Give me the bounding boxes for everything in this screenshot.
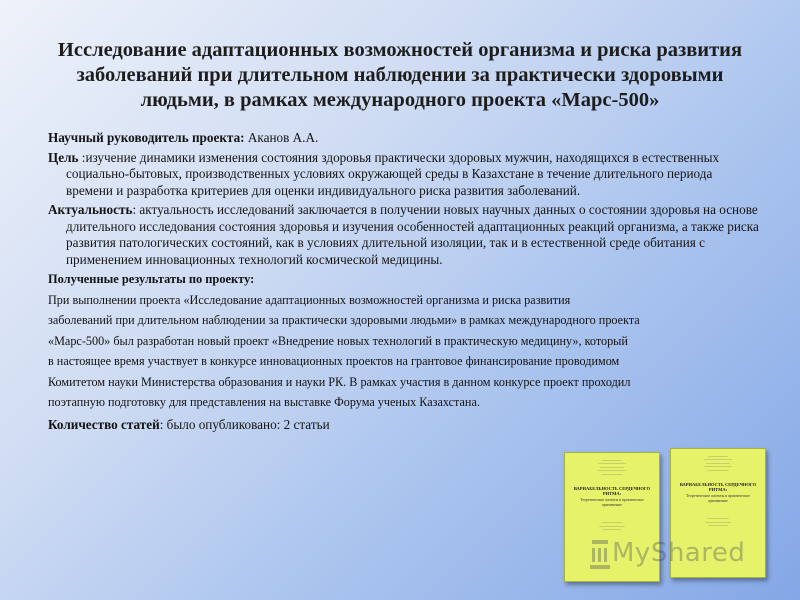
goal-paragraph [48, 150, 760, 200]
articles-text: : было опубликовано: 2 статьи [159, 416, 330, 432]
results-line: в настоящее время участвует в конкурсе инновационных проектов на грантовое финансирование проводимом [48, 354, 620, 368]
goal-text: :изучение динамики изменения состояния здоровья практически здоровых мужчин, находящихся в естественных социально-бытовых, производственных условиях окружающей среды в Казахстане в течение длительного периода времени и разработка критериев для оценки индивидуального риска развития заболеваний. [66, 149, 720, 198]
relevance-text: : актуальность исследований заключается в получении новых научных данных о состоянии здоровья на основе длительного исследования состояния здоровья и изучения особенностей адаптационных реакций организма, а также риска развития патологических состояний, как в условиях длительной изоляции, так и в естественной среде обитания с применением инновационных технологий космической медицины. [66, 202, 759, 267]
slide-title: Исследование адаптационных возможностей организма и риска развития заболеваний при длительном наблюдении за практически здоровыми людьми, в рамках международного проекта «Марс-500» [57, 39, 743, 111]
book-header-text: ───────── ───────────── ─────────── ───────────── ────────── [598, 458, 626, 476]
results-line: «Марс-500» был разработан новый проект «Внедрение новых технологий в практическую медицину», который [48, 333, 628, 348]
goal-label: Цель [48, 149, 79, 165]
slide-body [48, 130, 760, 436]
results-heading: Полученные результаты по проекту: [48, 272, 255, 286]
supervisor-value: Аканов А.А. [247, 130, 319, 145]
supervisor-label: Научный руководитель проекта: [48, 130, 245, 145]
results-line: При выполнении проекта «Исследование адаптационных возможностей организма и риска развития [48, 292, 571, 307]
results-line: заболеваний при длительном наблюдении за практически здоровыми людьми» в рамках международного проекта [48, 313, 640, 327]
results-line: Комитетом науки Министерства образования и науки РК. В рамках участия в данном конкурсе проект проходил [48, 374, 631, 389]
articles-line [48, 417, 760, 434]
book-footer-text: ────────── ──────────── ───────── [705, 516, 731, 528]
relevance-paragraph [48, 202, 760, 268]
book-subtitle: Теоретические аспекты и практическое применение [580, 498, 644, 507]
supervisor-line [48, 130, 760, 147]
book-title: ВАРИАБЕЛЬНОСТЬ СЕРДЕЧНОГО РИТМА: [573, 486, 651, 497]
watermark-logo-icon [588, 538, 612, 572]
watermark-text: MyShared [612, 538, 746, 568]
articles-label: Количество статей [48, 416, 160, 432]
book-title: ВАРИАБЕЛЬНОСТЬ СЕРДЕЧНОГО РИТМА: [679, 482, 757, 493]
results-line: поэтапную подготовку для представления на выставке Форума ученых Казахстана. [48, 395, 480, 409]
book-subtitle: Теоретические аспекты и практическое применение [686, 494, 750, 503]
relevance-label: Актуальность [48, 202, 133, 217]
book-header-text: ───────── ───────────── ─────────── ───────────── ────────── [704, 454, 732, 472]
book-footer-text: ────────── ──────────── ───────── [599, 520, 625, 532]
